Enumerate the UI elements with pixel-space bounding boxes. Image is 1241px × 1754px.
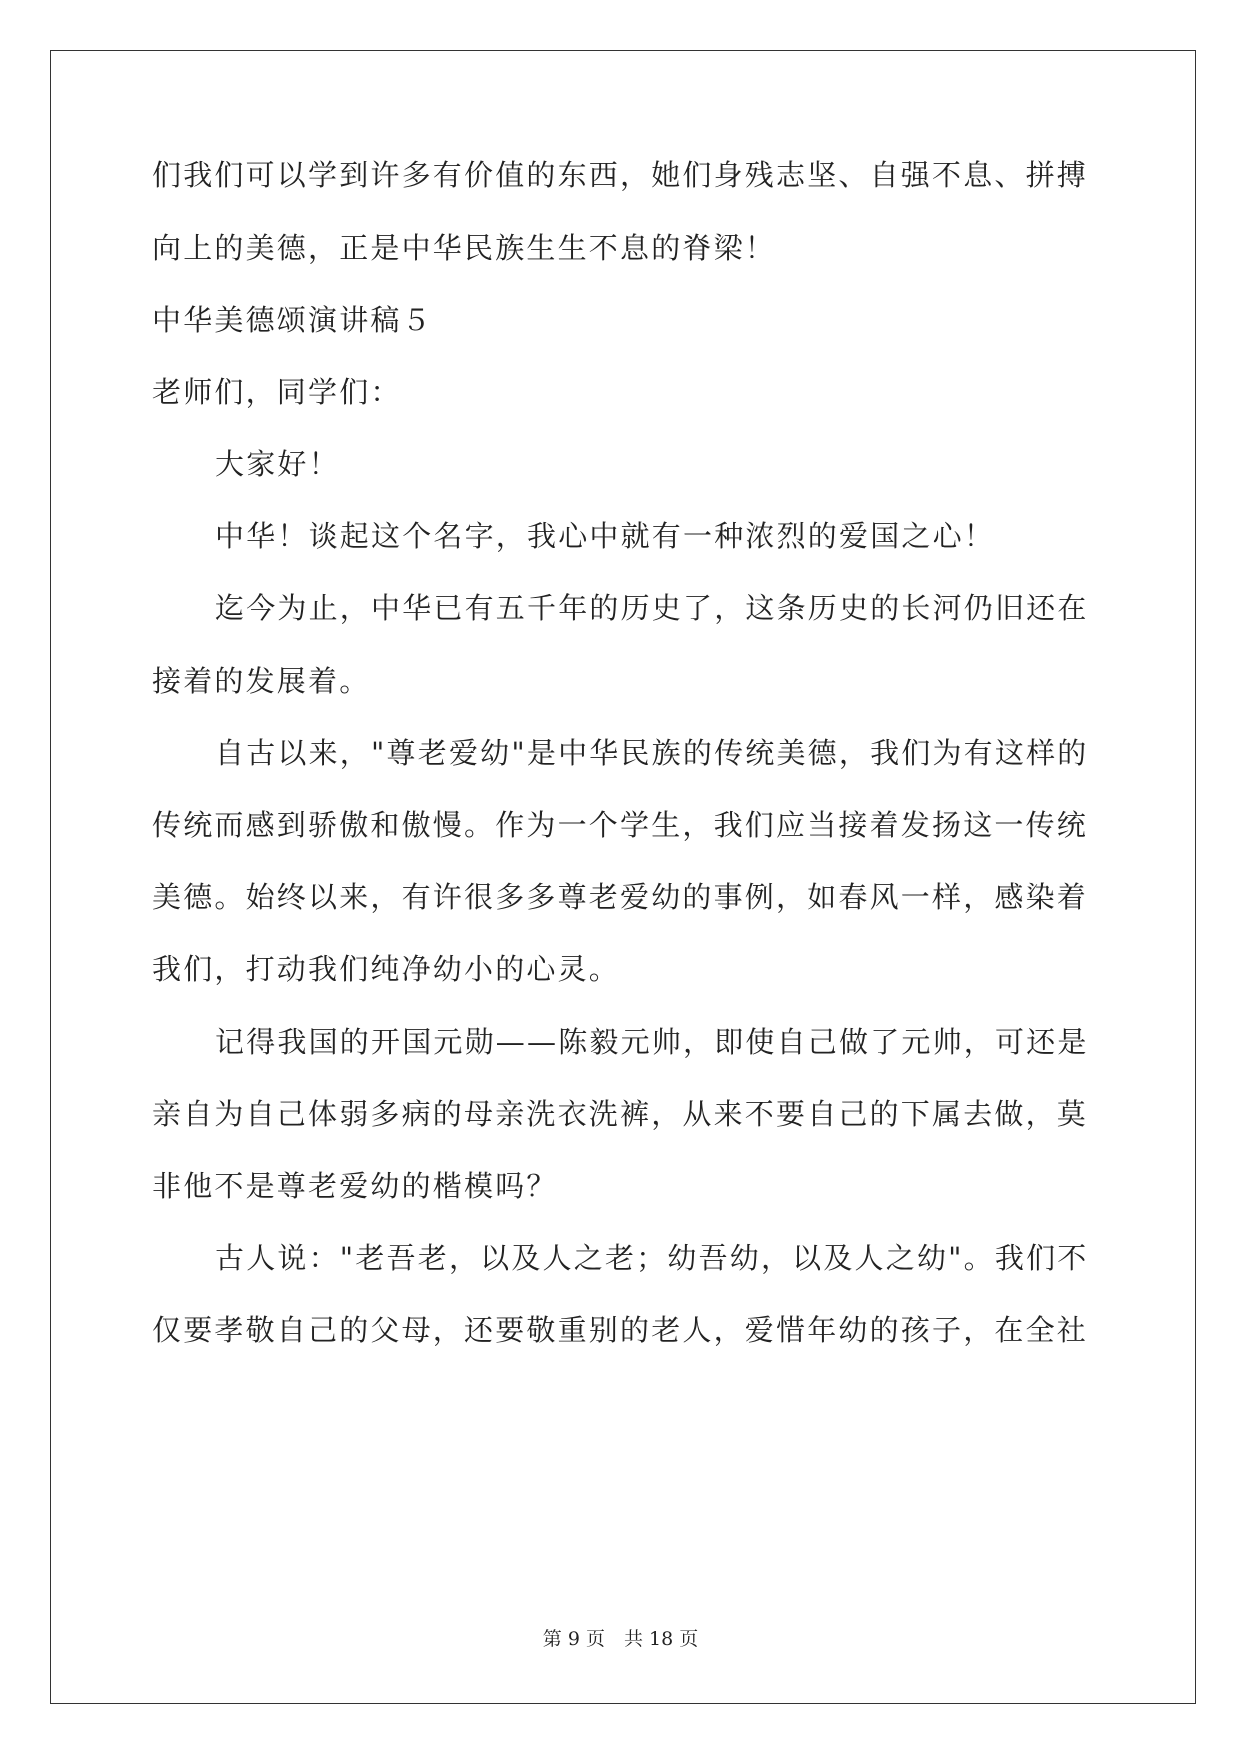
greeting: 大家好！ xyxy=(215,447,340,481)
text-line: 仅要孝敬自己的父母，还要敬重别的老人，爱惜年幼的孩子，在全社 xyxy=(152,1313,1089,1347)
text-line: 记得我国的开国元勋——陈毅元帅，即使自己做了元帅，可还是 xyxy=(215,1025,1089,1059)
text-line: 向上的美德，正是中华民族生生不息的脊梁！ xyxy=(152,231,777,265)
text-line: 们我们可以学到许多有价值的东西，她们身残志坚、自强不息、拼搏 xyxy=(152,158,1089,192)
text-line: 中华！谈起这个名字，我心中就有一种浓烈的爱国之心！ xyxy=(215,519,996,553)
text-line: 美德。始终以来，有许很多多尊老爱幼的事例，如春风一样，感染着 xyxy=(152,880,1089,914)
text-line: 迄今为止，中华已有五千年的历史了，这条历史的长河仍旧还在 xyxy=(215,591,1089,625)
page-number: 第 9 页 共 18 页 xyxy=(542,1628,699,1650)
text-line: 亲自为自己体弱多病的母亲洗衣洗裤，从来不要自己的下属去做，莫 xyxy=(152,1097,1089,1131)
text-line: 接着的发展着。 xyxy=(152,664,371,698)
text-line: 古人说："老吾老，以及人之老；幼吾幼，以及人之幼"。我们不 xyxy=(215,1241,1089,1275)
salutation: 老师们，同学们： xyxy=(152,375,402,409)
text-line: 自古以来，"尊老爱幼"是中华民族的传统美德，我们为有这样的 xyxy=(215,736,1089,770)
text-line: 非他不是尊老爱幼的楷模吗？ xyxy=(152,1169,558,1203)
text-line: 我们，打动我们纯净幼小的心灵。 xyxy=(152,952,621,986)
section-title: 中华美德颂演讲稿５ xyxy=(152,303,433,337)
text-line: 传统而感到骄傲和傲慢。作为一个学生，我们应当接着发扬这一传统 xyxy=(152,808,1089,842)
